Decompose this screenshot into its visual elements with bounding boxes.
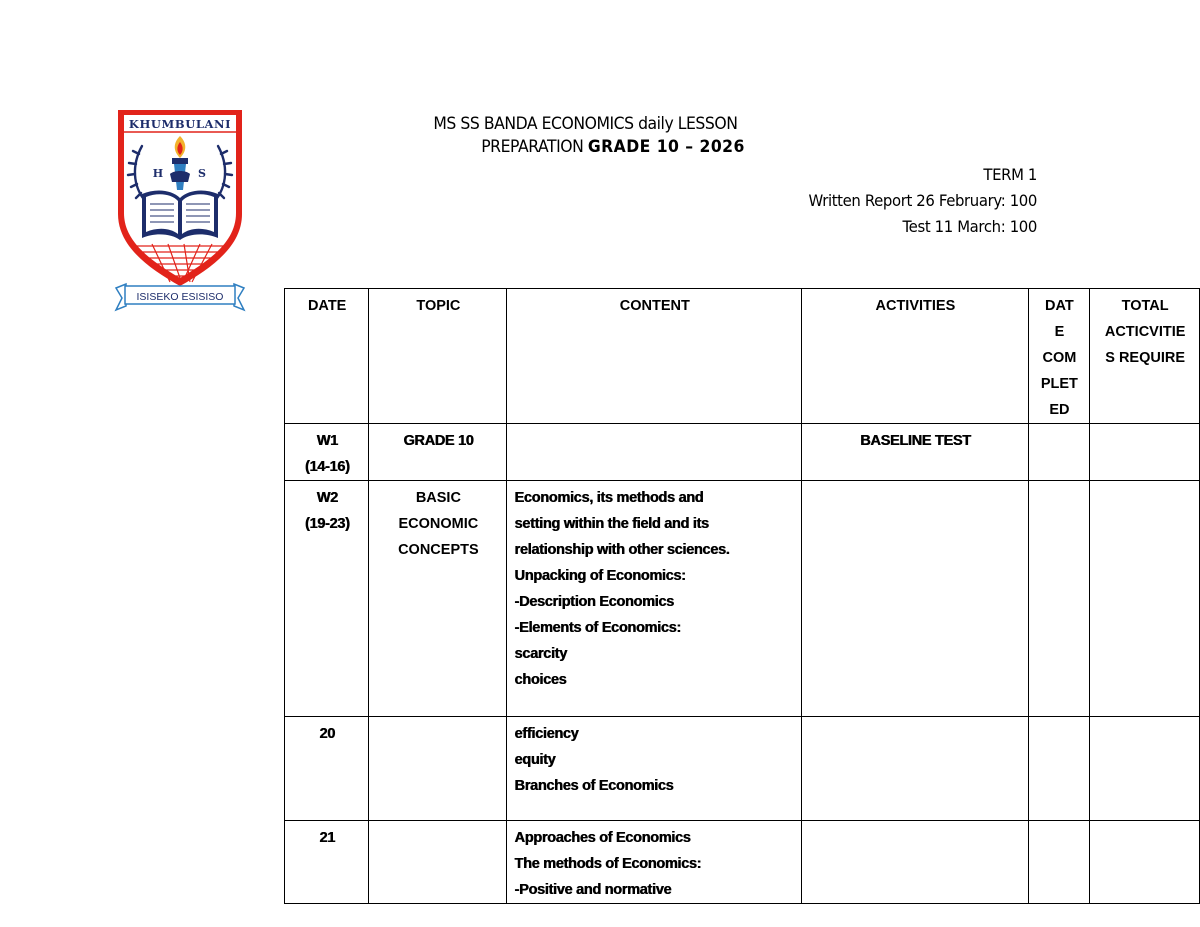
row-content-line: Unpacking of Economics: [514, 568, 686, 584]
row-date [285, 717, 369, 821]
row-date-line: (14-16) [304, 459, 350, 475]
row-date-line: W1 [316, 433, 338, 449]
row-date-completed [1028, 717, 1090, 821]
test-info: Test 11 March: 100 [902, 217, 1037, 236]
row-total [1090, 821, 1200, 904]
row-date-line: 21 [319, 830, 335, 846]
row-topic-line: BASIC [415, 490, 461, 506]
row-date-completed [1028, 821, 1090, 904]
written-report-info: Written Report 26 February: 100 [808, 191, 1037, 210]
row-date-line: 20 [319, 726, 335, 742]
row-activities [802, 821, 1028, 904]
crest-initial-s: S [198, 167, 206, 180]
row-content-line: The methods of Economics: [514, 856, 702, 872]
row-date-completed [1028, 424, 1090, 481]
document-title [380, 113, 803, 159]
table-row [285, 821, 1200, 904]
crest-initial-h: H [152, 167, 164, 180]
table-row [285, 717, 1200, 821]
header-total-line: TOTAL [1121, 298, 1169, 314]
row-date-line: W2 [316, 490, 338, 506]
school-crest-logo [112, 106, 248, 316]
row-activities [802, 481, 1028, 717]
row-content-line: Economics, its methods and [514, 490, 704, 506]
row-activities [802, 717, 1028, 821]
row-content [507, 821, 802, 904]
header-topic: TOPIC [369, 289, 507, 424]
row-topic [369, 821, 507, 904]
row-content-line: choices [514, 672, 567, 688]
header-date-completed-line: DAT [1045, 298, 1074, 314]
row-content-line: Branches of Economics [514, 778, 674, 794]
row-content-line: efficiency [514, 726, 579, 742]
table-row [285, 481, 1200, 717]
row-topic [369, 424, 507, 481]
header-date-completed-line: E [1054, 324, 1065, 340]
row-topic [369, 717, 507, 821]
title-line-2-prefix: PREPARATION [481, 137, 588, 157]
row-total [1090, 424, 1200, 481]
row-content-line: -Positive and normative [514, 882, 672, 898]
row-content-line: Approaches of Economics [514, 830, 691, 846]
term-info [700, 162, 1037, 240]
row-date [285, 424, 369, 481]
header-content: CONTENT [507, 289, 802, 424]
row-content-line: -Description Economics [514, 594, 674, 610]
row-date-line: (19-23) [304, 516, 350, 532]
header-total-line: S REQUIRE [1105, 350, 1186, 366]
crest-school-name: KHUMBULANI [128, 117, 232, 131]
row-content [507, 424, 802, 481]
row-content-line: relationship with other sciences. [514, 542, 730, 558]
header-date-completed-line: COM [1042, 350, 1077, 366]
title-line-1: MS SS BANDA ECONOMICS daily LESSON [433, 114, 738, 134]
table-row [285, 424, 1200, 481]
header-total-line: ACTICVITIE [1104, 324, 1186, 340]
header-date: DATE [285, 289, 369, 424]
row-date [285, 821, 369, 904]
row-topic-line: GRADE 10 [403, 433, 474, 449]
row-activities-line: BASELINE TEST [860, 433, 971, 449]
header-date-completed-line: ED [1049, 402, 1070, 418]
row-date-completed [1028, 481, 1090, 717]
title-grade: GRADE 10 – 2026 [587, 137, 745, 157]
row-content-line: scarcity [514, 646, 567, 662]
row-topic-line: ECONOMIC [398, 516, 479, 532]
header-date-completed-line: PLET [1040, 376, 1078, 392]
table-header-row [285, 289, 1200, 424]
title-line-2 [380, 136, 803, 159]
term-label: TERM 1 [983, 165, 1037, 184]
row-content-line: equity [514, 752, 556, 768]
row-date [285, 481, 369, 717]
row-content [507, 481, 802, 717]
lesson-plan-table [284, 288, 1200, 904]
crest-motto: ISISEKO ESISISO [136, 291, 224, 303]
row-content-line: -Elements of Economics: [514, 620, 681, 636]
row-total [1090, 481, 1200, 717]
row-activities [802, 424, 1028, 481]
row-topic-line: CONCEPTS [398, 542, 479, 558]
header-activities: ACTIVITIES [802, 289, 1028, 424]
row-content [507, 717, 802, 821]
header-date-completed [1028, 289, 1090, 424]
header-total-activities [1090, 289, 1200, 424]
row-content-line: setting within the field and its [514, 516, 709, 532]
row-topic [369, 481, 507, 717]
row-total [1090, 717, 1200, 821]
